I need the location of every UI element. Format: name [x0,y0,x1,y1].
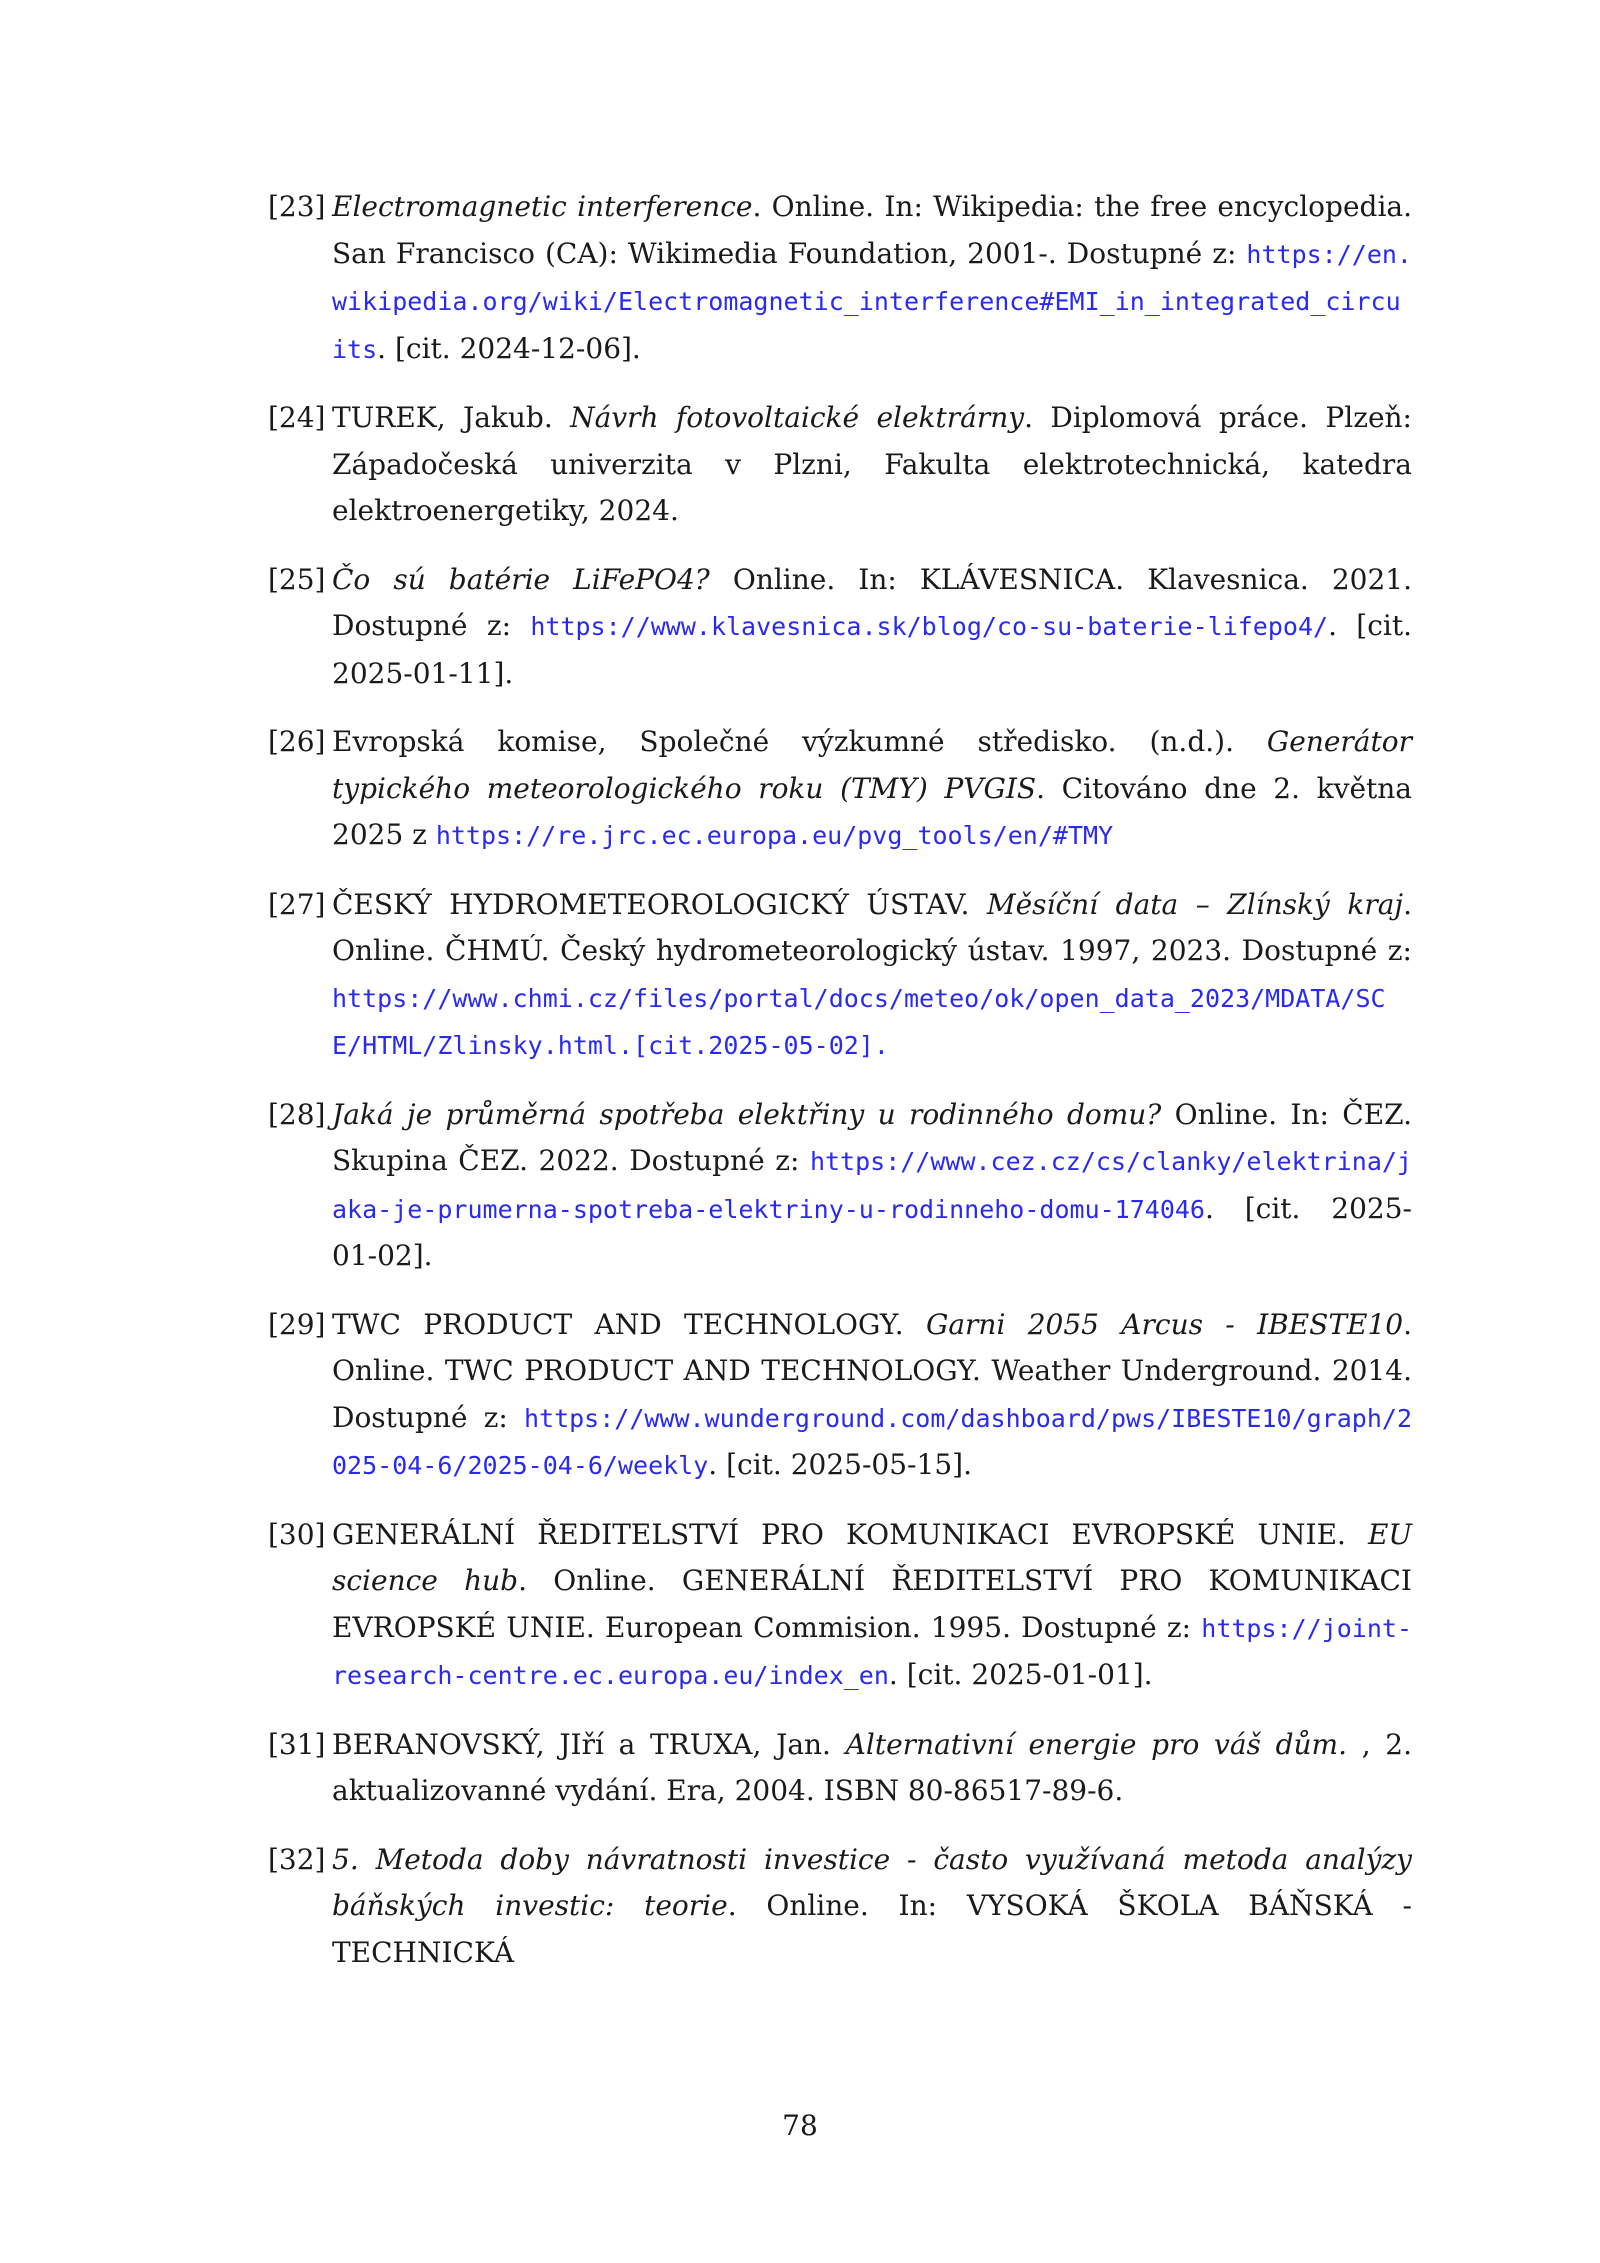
reference-link[interactable]: https://re.jrc.ec.europa.eu/pvg_tools/en/#TMY [435,821,1114,850]
reference-title: Generátor typického meteorologického roku (TMY) PVGIS [332,725,1412,805]
reference-citation-date: . [cit. 2025-01-11]. [332,609,1413,690]
reference-text: , 2. aktualizovanné vydání. Era, 2004. ISBN 80-86517-89-6. [332,1727,1412,1807]
reference-title: Návrh fotovoltaické elektrárny [570,401,1025,434]
reference-item [268,184,1412,373]
reference-item [268,395,1412,535]
reference-link[interactable]: https://www.chmi.cz/files/portal/docs/meteo/ok/open_data_2023/MDATA/SCE/HTML/Zlinsky.html.[cit.2025-05-02]. [332,983,1386,1060]
reference-author: Evropská komise, Společné výzkumné středisko. (n.d.). [332,725,1267,758]
reference-text: . Diplomová práce. Plzeň: Západočeská univerzita v Plzni, Fakulta elektrotechnická, katedra elektroenergetiky, 2024. [332,401,1412,527]
reference-item [268,1302,1412,1490]
reference-item [268,1837,1412,1977]
reference-text: Online. In: KLÁVESNICA. Klavesnica. 2021. Dostupné z: [332,562,1412,642]
reference-link[interactable]: https://www.wunderground.com/dashboard/pws/IBESTE10/graph/2025-04-6/2025-04-6/weekly [332,1403,1412,1480]
reference-author: TUREK, Jakub. [332,401,571,434]
reference-title: Čo sú batérie LiFePO4? [332,562,710,596]
reference-text: . Online. TWC PRODUCT AND TECHNOLOGY. Weather Underground. 2014. Dostupné z: [332,1307,1412,1434]
reference-author: GENERÁLNÍ ŘEDITELSTVÍ PRO KOMUNIKACI EVROPSKÉ UNIE. [332,1517,1368,1551]
reference-text: . Online. ČHMÚ. Český hydrometeorologický ústav. 1997, 2023. Dostupné z: [332,887,1412,967]
reference-link[interactable]: https://www.cez.cz/cs/clanky/elektrina/jaka-je-prumerna-spotreba-elektriny-u-rodinneho-domu-174046 [332,1147,1412,1224]
reference-author: ČESKÝ HYDROMETEOROLOGICKÝ ÚSTAV. [332,887,987,921]
reference-link[interactable]: https://www.klavesnica.sk/blog/co-su-baterie-lifepo4/ [530,612,1329,641]
reference-citation-date: . [cit. 2025-01-02]. [332,1191,1412,1272]
reference-number: [30] [268,1517,326,1551]
reference-item [268,882,1412,1070]
reference-item [268,1722,1412,1815]
reference-text: Online. In: ČEZ. Skupina ČEZ. 2022. Dostupné z: [332,1097,1413,1177]
reference-text: . Citováno dne 2. května 2025 z [332,771,1412,851]
reference-author: BERANOVSKÝ, JIří a TRUXA, Jan. [332,1727,846,1761]
reference-item [268,557,1412,698]
reference-link[interactable]: https://en.wikipedia.org/wiki/Electromagnetic_interference#EMI_in_integrated_circuits [332,239,1412,364]
reference-title: Electromagnetic interference [332,190,753,223]
reference-item [268,719,1412,860]
reference-title: Jaká je průměrná spotřeba elektřiny u rodinného domu? [332,1097,1162,1131]
reference-number: [31] [268,1727,326,1761]
reference-title: Alternativní energie pro váš dům. [845,1727,1347,1761]
reference-title: EU science hub [332,1517,1412,1597]
reference-number: [29] [268,1307,326,1341]
reference-item [268,1512,1412,1700]
reference-number: [27] [268,887,326,921]
reference-number: [28] [268,1097,326,1131]
reference-citation-date: . [cit. 2025-05-15]. [708,1448,972,1481]
reference-title: Garni 2055 Arcus - IBESTE10 [925,1307,1404,1341]
reference-author: TWC PRODUCT AND TECHNOLOGY. [332,1307,926,1341]
reference-text: . Online. GENERÁLNÍ ŘEDITELSTVÍ PRO KOMUNIKACI EVROPSKÉ UNIE. European Commision. 1995. Dostupné z: [332,1564,1412,1644]
reference-title: Měsíční data – Zlínský kraj [986,887,1404,921]
reference-text: . Online. In: Wikipedia: the free encyclopedia. San Francisco (CA): Wikimedia Foundation, 2001-. Dostupné z: [332,190,1412,270]
reference-citation-date: . [cit. 2024-12-06]. [377,331,641,365]
reference-item [268,1092,1412,1280]
reference-text: . Online. In: VYSOKÁ ŠKOLA BÁŇSKÁ - TECHNICKÁ [332,1889,1412,1969]
reference-number: [23] [268,190,326,223]
reference-citation-date: . [cit. 2025-01-01]. [888,1658,1153,1691]
reference-link[interactable]: https://joint-research-centre.ec.europa.eu/index_en [332,1613,1412,1690]
reference-number: [25] [268,562,326,596]
reference-number: [26] [268,725,326,758]
reference-list [268,184,1412,1998]
reference-title: 5. Metoda doby návratnosti investice - často využívaná metoda analýzy báňských investic: teorie [332,1842,1412,1922]
reference-number: [24] [268,401,326,434]
page-number: 78 [782,2109,818,2142]
reference-number: [32] [268,1842,326,1876]
